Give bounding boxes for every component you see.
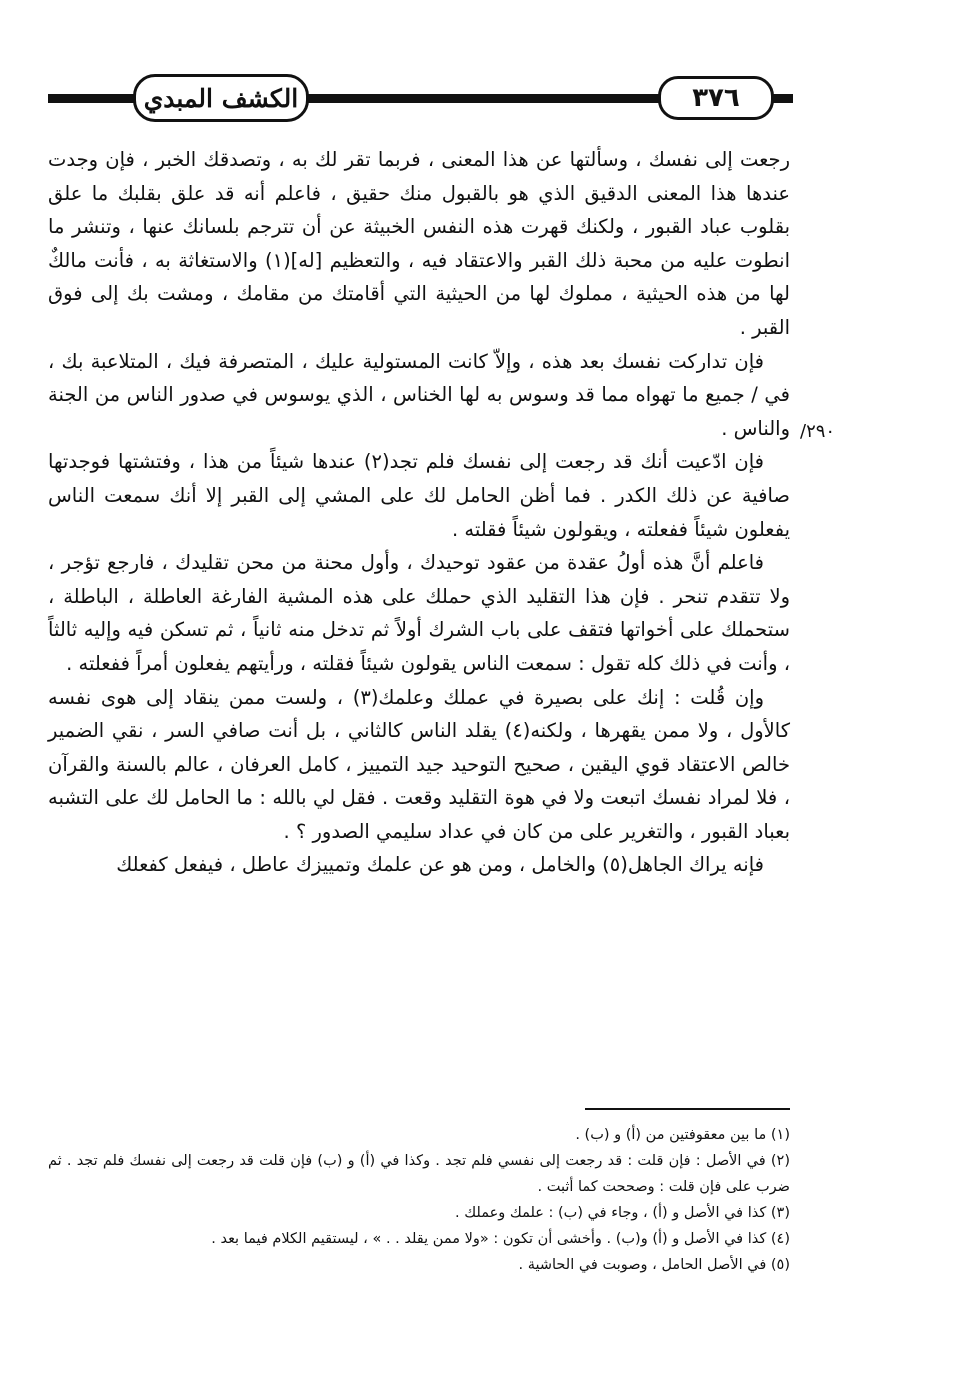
paragraph: وإن قُلت : إنك على بصيرة في عملك وعلمك(٣) ، ولست ممن ينقاد إلى هوى نفسه كالأول ، ولا ممن يقهرها ، ولكنه(٤) يقلد الناس كالثاني ، بل أنت صافي السر ، نقي الضمير خالص الاعتقاد قوي اليقين ، صحيح التوحيد جيد التمييز ، كامل العرفان ، عالم بالسنة والقرآن ، فلا لمراد نفسك اتبعت ولا في هوة التقليد وقعت . فقل لي بالله : ما الحامل لك على التشبه بعباد القبور ، والتغرير على من كان في عداد سليمي الصدور ؟ .: [48, 685, 790, 843]
manuscript-page-ref: /٢٩٠: [800, 421, 836, 442]
paragraph: فإن ادّعيت أنك قد رجعت إلى نفسك فلم تجد(٢) عندها شيئاً من هذا ، وفتشتها فوجدتها صافية عن ذلك الكدر . فما أظن الحامل لك على المشي إلى القبر إلا أنك سمعت الناس يفعلون شيئاً ففعلته ، ويقولون شيئاً فقلته .: [48, 450, 790, 541]
footnote: (٤) كذا في الأصل و (أ) و(ب) . وأخشى أن تكون : «ولا ممن يقلد . . » ، ليستقيم الكلام فيما بعد .: [211, 1231, 790, 1247]
paragraph: فإن تداركت نفسك بعد هذه ، وإلاّ كانت المستولية عليك ، المتصرفة فيك ، المتلاعبة بك ، في / جميع ما تهواه مما قد وسوس به لها الخناس ، الذي يوسوس في صدور الناس من الجنة والناس .: [48, 349, 790, 440]
paragraph: فاعلم أنَّ هذه أولُ عقدة من عقود توحيدك ، وأول محنة من محن تقليدك ، فارجع تؤجر ، ولا تتقدم تنحر . فإن هذا التقليد الذي حملك على هذه المشية الفارغة العاطلة ، الباطلة ، ستحملك على أخواتها فتقف على باب الشرك أولاً ثم تدخل منه ثانياً ، ثم تسكن فيه وإليه ثالثاً ، وأنت في ذلك كله تقول : سمعت الناس يقولون شيئاً فقلته ، ورأيتهم يفعلون أمراً ففعلته .: [48, 551, 790, 675]
main-text: [48, 143, 790, 882]
paragraph: رجعت إلى نفسك ، وسألتها عن هذا المعنى ، فربما تقر لك به ، وتصدقك الخبر ، فإن وجدت عندها هذا المعنى الدقيق الذي هو بالقبول منك حقيق ، فاعلم أنه قد علق بقلبك ما علق بقلوب عباد القبور ، ولكنك قهرت هذه النفس الخبيثة عن أن تترجم بلسانك عنها ، وتنشر ما انطوت عليه من محبة ذلك القبر والاعتقاد فيه ، والتعظيم [له](١) والاستغاثة به ، فأنت مالكٌ لها من هذه الحيثية ، مملوك لها من الحيثية التي أقامتك من مقامك ، ومشت بك إلى فوق القبر .: [48, 148, 790, 339]
page-number-text: ٣٧٦: [692, 83, 740, 113]
page-header: [48, 70, 793, 126]
footnote: (٢) في الأصل : فإن قلت : قد رجعت إلى نفسي فلم تجد . وكذا في (أ) و (ب) فإن قلت قد رجعت إلى نفسك فلم تجد . ثم ضرب على فإن قلت : وصححت كما أثبت .: [48, 1153, 790, 1195]
footnote: (٥) في الأصل الحامل ، وصوبت في الحاشية .: [518, 1257, 790, 1273]
footnote: (١) ما بين معقوفتين من (أ) و (ب) .: [575, 1127, 790, 1143]
footnote-separator: [585, 1108, 790, 1110]
running-title: [133, 74, 309, 122]
footnote: (٣) كذا في الأصل و (أ) ، وجاء في (ب) : علمك وعملك .: [454, 1205, 790, 1221]
paragraph: فإنه يراك الجاهل(٥) والخامل ، ومن هو عن علمك وتمييزك عاطل ، فيفعل كفعلك: [116, 853, 764, 877]
footnotes: [48, 1122, 790, 1278]
page-number: [658, 76, 774, 120]
running-title-text: الكشف المبدي: [143, 83, 299, 113]
